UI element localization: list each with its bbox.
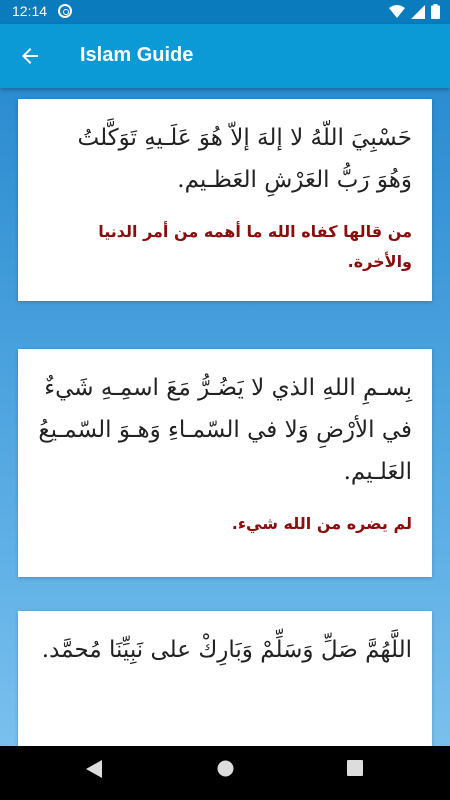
back-arrow-icon[interactable] bbox=[18, 44, 42, 68]
dua-card[interactable] bbox=[18, 611, 432, 746]
page-title: Islam Guide bbox=[80, 44, 194, 66]
dua-text: بِسـمِ اللهِ الذي لا يَضُـرُّ مَعَ اسمِـهِ شَيءٌ في الأرْضِ وَلا في السّمـاءِ وَهـوَ السّمـيعُ العَلـيم. bbox=[38, 375, 412, 485]
home-circle-icon[interactable] bbox=[217, 760, 234, 777]
dua-card[interactable] bbox=[18, 349, 432, 577]
sync-icon bbox=[58, 4, 72, 18]
navigation-bar bbox=[0, 746, 450, 800]
dua-list[interactable] bbox=[0, 88, 450, 746]
app-bar bbox=[0, 24, 450, 88]
dua-virtue: لم يضره من الله شيء. bbox=[231, 514, 412, 533]
recents-square-icon[interactable] bbox=[347, 760, 363, 776]
dua-virtue: من قالها كفاه الله ما أهمه من أمر الدنيا والأخرة. bbox=[98, 222, 412, 271]
status-time: 12:14 bbox=[12, 3, 48, 19]
signal-icon bbox=[411, 5, 425, 19]
dua-text: حَسْبِيَ اللّهُ لا إلهَ إلاّ هُوَ عَلَـيهِ تَوَكَّلتُ وَهُوَ رَبُّ العَرْشِ العَظـيم. bbox=[77, 125, 412, 193]
back-triangle-icon[interactable] bbox=[86, 760, 102, 778]
dua-card[interactable] bbox=[18, 99, 432, 301]
battery-icon bbox=[431, 4, 440, 19]
wifi-icon bbox=[389, 5, 405, 19]
status-bar bbox=[0, 0, 450, 24]
dua-text: اللَّهُمَّ صَلِّ وَسَلِّمْ وَبَارِكْ على نَبِيِّنَا مُحمَّد. bbox=[41, 637, 412, 663]
